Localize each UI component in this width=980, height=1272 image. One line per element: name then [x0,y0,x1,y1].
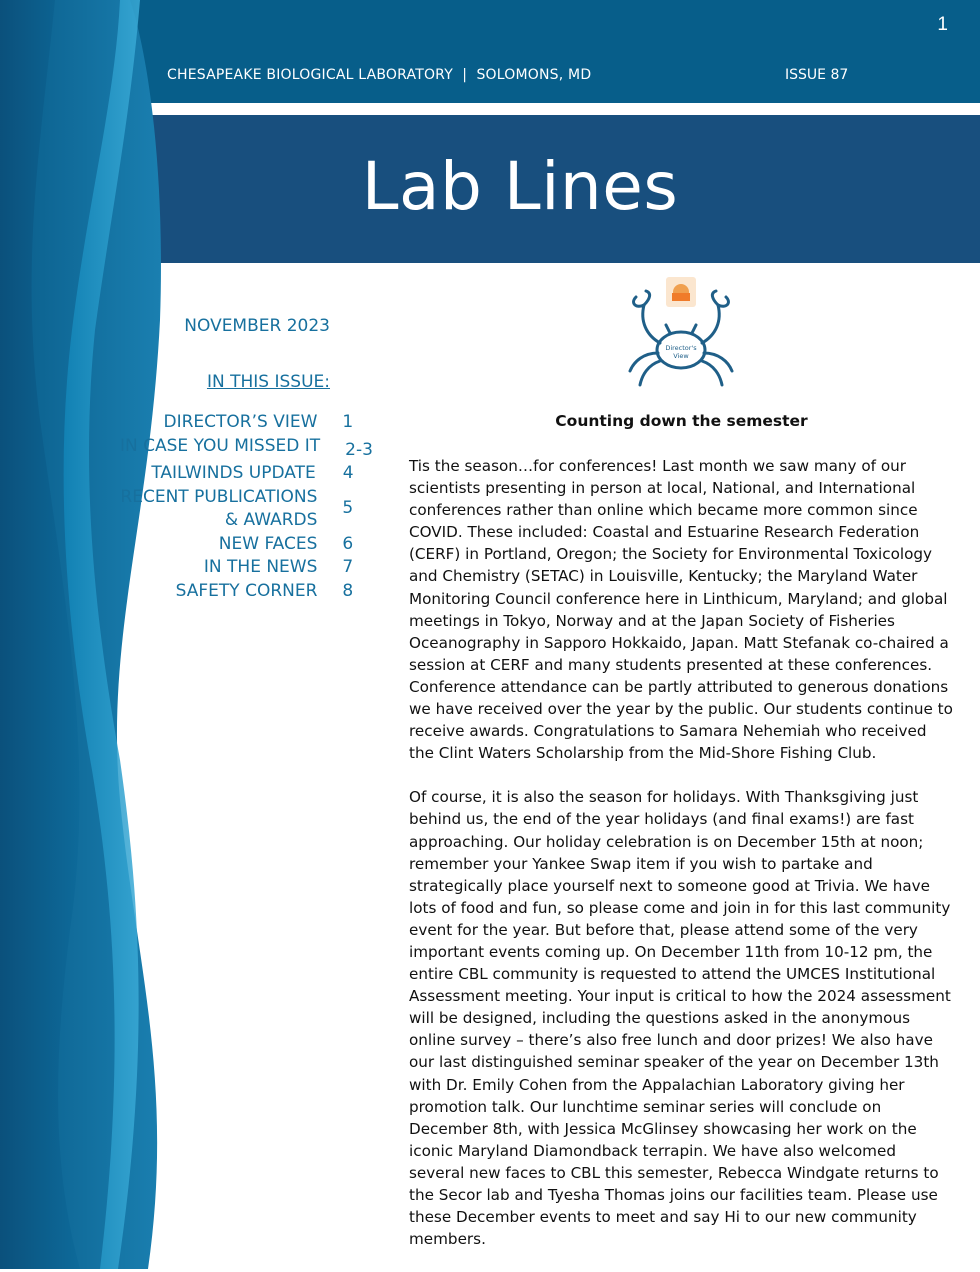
article-body [409,455,954,1272]
article-paragraph: Tis the season…for conferences! Last month we saw many of our scientists presenting in person at local, National, and International conferences rather than online which became more common since COVID. These included: Coastal and Estuarine Research Federation (CERF) in Portland, Oregon; the Society for Environmental Toxicology and Chemistry (SETAC) in Louisville, Kentucky; the Maryland Water Monitoring Council conference here in Linthicum, Maryland; and global meetings in Tokyo, Norway and at the Japan Society of Fisheries Oceanography in Sapporo Hokkaido, Japan. Matt Stefanak co-chaired a session at CERF and many students presented at these conferences. Conference attendance can be partly attributed to generous donations we have received over the year by the public. Our students continue to receive awards. Congratulations to Samara Nehemiah who received the Clint Waters Scholarship from the Mid-Shore Fishing Club. [409,457,953,763]
toc-item-page: 4 [342,463,354,483]
toc-item-label: TAILWINDS UPDATE [151,463,316,483]
toc-item-label: IN CASE YOU MISSED IT [120,435,321,456]
article-title: Counting down the semester [555,412,808,430]
toc-item-label: IN THE NEWS [203,557,318,577]
article-paragraph: Of course, it is also the season for holidays. With Thanksgiving just behind us, the end of the year holidays (and final exams!) are fast approaching. Our holiday celebration is on December 15th at noon; remember your Yankee Swap item if you wish to partake and strategically place yourself next to someone good at Trivia. We have lots of food and fun, so please come and join in for this last community event for the year. But before that, please attend some of the very important events coming up. On December 11th from 10-12 pm, the entire CBL community is requested to attend the UMCES Institutional Assessment meeting. Your input is critical to how the 2024 assessment will be designed, including the questions asked in the anonymous online survey – there’s also free lunch and door prizes! We also have our last distinguished seminar speaker of the year on December 13th with Dr. Emily Cohen from the Appalachian Laboratory giving her promotion talk. Our lunchtime seminar series will conclude on December 8th, with Jessica McGlinsey showcasing her work on the iconic Maryland Diamondback terrapin. We have also welcomed several new faces to CBL this semester, Rebecca Windgate returns to the Secor lab and Tyesha Thomas joins our facilities team. Please use these December events to meet and say Hi to our new community members. [409,788,951,1249]
logo-text-line2: View [673,352,689,360]
page-number: 1 [937,14,948,35]
toc-item-page: 7 [342,557,354,577]
logo-text-line1: Director's [665,344,697,352]
toc-item-label: RECENT PUBLICATIONS & AWARDS [120,486,318,530]
decorative-wave-graphic [0,0,170,1269]
table-of-contents [120,411,380,603]
toc-item[interactable] [120,580,380,604]
newsletter-title: Lab Lines [361,148,679,225]
issue-date: NOVEMBER 2023 [184,316,330,336]
directors-view-crab-logo [622,275,740,395]
issue-number: ISSUE 87 [785,67,849,83]
toc-item[interactable] [120,533,380,557]
toc-item[interactable] [120,411,380,435]
toc-item-page: 6 [342,533,354,554]
toc-item-page: 5 [342,498,354,519]
toc-item-label: SAFETY CORNER [175,580,318,601]
toc-item-page: 2-3 [345,439,373,460]
toc-item[interactable] [120,486,380,533]
toc-item[interactable] [120,435,380,463]
toc-item-label: NEW FACES [218,533,318,554]
toc-heading: IN THIS ISSUE: [206,372,330,392]
toc-item[interactable] [120,556,380,580]
toc-item-page: 1 [342,412,354,432]
toc-item-page: 8 [342,580,354,601]
toc-item-label: DIRECTOR’S VIEW [163,412,318,432]
lab-name-location: CHESAPEAKE BIOLOGICAL LABORATORY | SOLOMONS, MD [167,67,592,83]
toc-item[interactable] [120,462,380,486]
